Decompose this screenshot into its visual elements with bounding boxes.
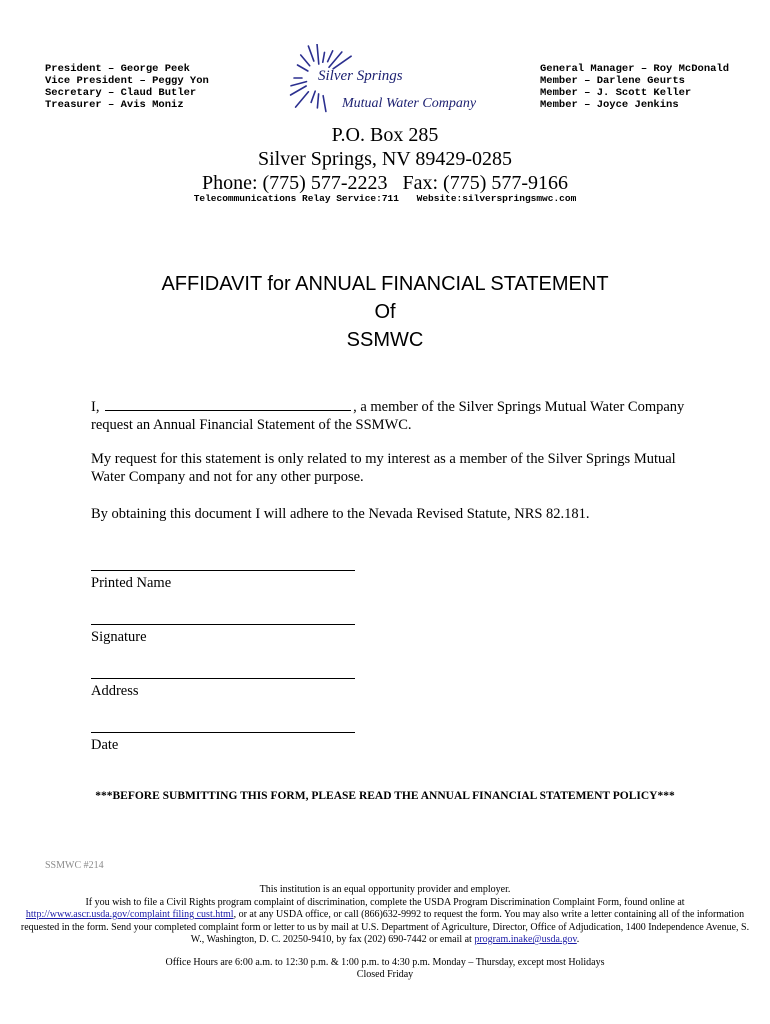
- date-field[interactable]: [91, 732, 355, 754]
- paragraph-statute: By obtaining this document I will adhere to the Nevada Revised Statute, NRS 82.181.: [91, 506, 590, 522]
- title-line-2: Of: [374, 301, 396, 323]
- address-block: [0, 123, 770, 195]
- officers-left-list: [45, 63, 209, 111]
- officer-vice-president: Vice President – Peggy Yon: [45, 75, 209, 87]
- date-label: Date: [91, 737, 119, 753]
- request-text: , a member of the Silver Springs Mutual Water Company request an Annual Financial Statement of the SSMWC.: [91, 399, 685, 433]
- printed-name-field[interactable]: [91, 570, 355, 592]
- city-state-zip: Silver Springs, NV 89429-0285: [257, 148, 513, 170]
- printed-name-line: [91, 570, 355, 571]
- office-hours: [0, 957, 770, 981]
- logo-ray: [291, 82, 306, 86]
- signature-line: [91, 624, 355, 625]
- phone-fax: Phone: (775) 577-2223 Fax: (775) 577-9166: [201, 172, 569, 194]
- complaint-intro: If you wish to file a Civil Rights program complaint of discrimination, complete the USDA Program Discrimination Complaint Form, found online at: [85, 896, 685, 908]
- complaint-end: .: [576, 934, 580, 945]
- member-2: Member – J. Scott Keller: [540, 87, 692, 99]
- logo-ray: [291, 86, 307, 95]
- logo-ray: [297, 65, 307, 71]
- officer-general-manager: General Manager – Roy McDonald: [540, 63, 730, 75]
- address-label: Address: [91, 683, 139, 699]
- svg-text:Mutual Water Company: Mutual Water Company: [342, 96, 477, 111]
- po-box: P.O. Box 285: [331, 124, 439, 146]
- member-name-blank[interactable]: [105, 397, 351, 411]
- logo-ray: [328, 51, 333, 62]
- logo-ray: [296, 92, 309, 107]
- officers-right-list: [540, 63, 729, 111]
- officer-secretary: Secretary – Claud Butler: [45, 87, 197, 99]
- paragraph-purpose: My request for this statement is only related to my interest as a member of the Silver Springs Mutual Water Company and not for any other purpose.: [91, 451, 676, 485]
- office-hours-text: Office Hours are 6:00 a.m. to 12:30 p.m. & 1:00 p.m. to 4:30 p.m. Monday – Thursday, except most Holidays: [165, 957, 605, 968]
- signature-field[interactable]: [91, 624, 355, 646]
- officer-president: President – George Peek: [45, 63, 190, 75]
- svg-text:Silver Springs: Silver Springs: [318, 68, 403, 84]
- logo-ray: [323, 52, 325, 62]
- company-logo: [278, 44, 488, 116]
- title-line-3: SSMWC: [346, 329, 424, 351]
- address-field[interactable]: [91, 678, 355, 700]
- equal-opportunity-statement: This institution is an equal opportunity provider and employer.: [259, 884, 511, 895]
- title-line-1: AFFIDAVIT for ANNUAL FINANCIAL STATEMENT: [161, 273, 609, 295]
- document-number: SSMWC #214: [45, 860, 104, 871]
- civil-rights-footer: [20, 884, 750, 947]
- member-1: Member – Darlene Geurts: [540, 75, 685, 87]
- signature-label: Signature: [91, 629, 147, 645]
- address-line: [91, 678, 355, 679]
- complaint-details: , or at any USDA office, or call (866)632-9992 to request the form. You may also write a letter containing all of the information requested in the form. Send your completed complaint form or letter to us by mail at U.S. Department of Agriculture, Director, Office of Adjudication, 1400 Independence Avenue, S. W., Washington, D. C. 20250-9410, by fax (202) 690-7442 or email at: [20, 909, 750, 945]
- policy-notice: ***BEFORE SUBMITTING THIS FORM, PLEASE READ THE ANNUAL FINANCIAL STATEMENT POLICY***: [95, 790, 675, 802]
- logo-ray: [308, 46, 313, 61]
- document-title: [0, 270, 770, 354]
- logo-ray: [317, 44, 319, 64]
- logo-ray: [317, 94, 318, 108]
- usda-email-link[interactable]: program.inake@usda.gov: [474, 934, 577, 945]
- paragraph-request: [91, 397, 711, 434]
- relay-service: Telecommunications Relay Service:711: [193, 193, 399, 204]
- logo-ray: [323, 96, 326, 112]
- printed-name-label: Printed Name: [91, 575, 172, 591]
- logo-ray: [311, 91, 315, 102]
- member-3: Member – Joyce Jenkins: [540, 99, 679, 111]
- closed-day: Closed Friday: [356, 969, 414, 980]
- logo-ray: [301, 55, 310, 66]
- officer-treasurer: Treasurer – Avis Moniz: [45, 99, 184, 111]
- complaint-instructions: [20, 897, 750, 947]
- usda-complaint-link[interactable]: http://www.ascr.usda.gov/complaint filing cust.html: [25, 909, 234, 920]
- website: Website:silverspringsmwc.com: [416, 193, 577, 204]
- relay-website-line: [0, 193, 770, 204]
- date-line: [91, 732, 355, 733]
- request-intro: I,: [91, 399, 100, 415]
